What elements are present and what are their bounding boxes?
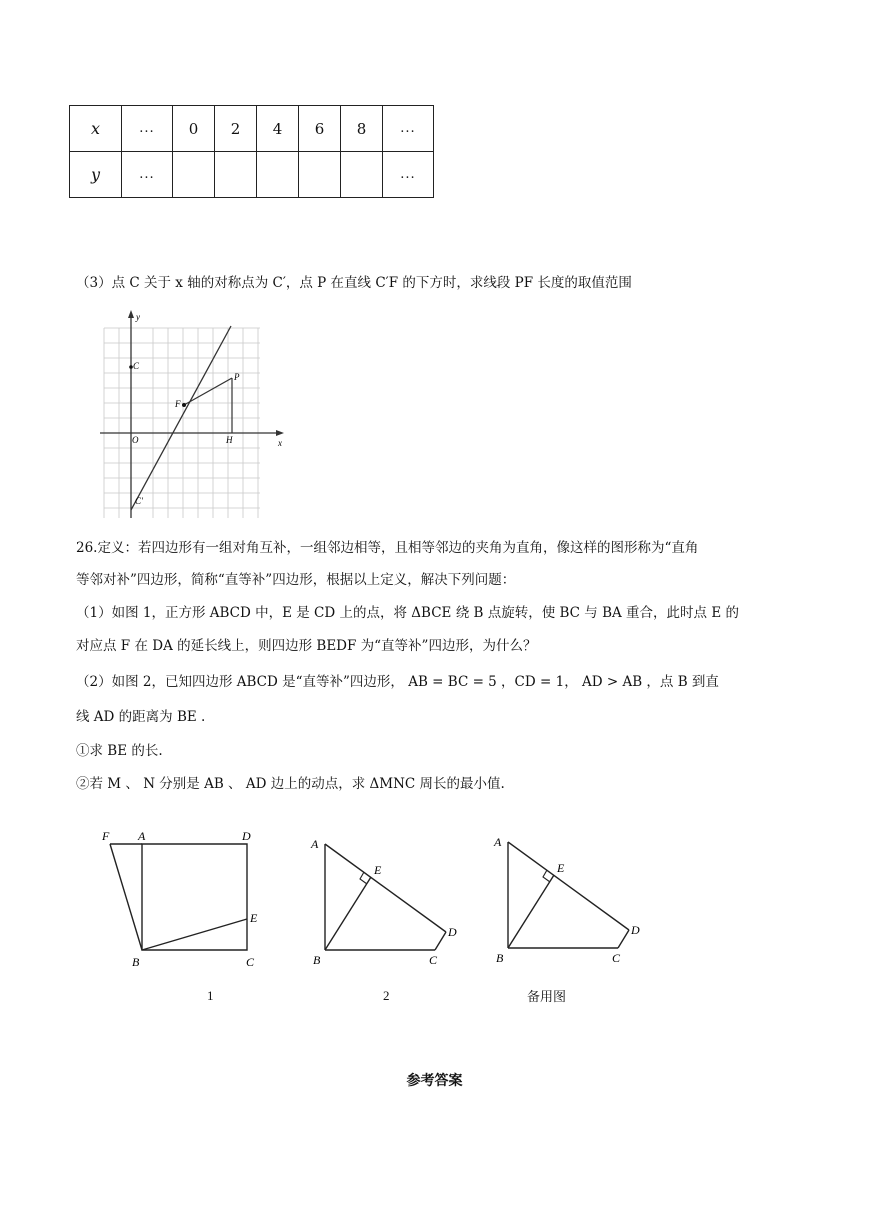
fig2-segment-ad [325, 844, 446, 932]
fig1-segment-fb [110, 844, 142, 950]
label-x-axis: x [278, 438, 282, 448]
fig1-segment-be [142, 919, 247, 950]
label-h: H [226, 435, 233, 445]
label-cprime: C′ [135, 496, 143, 506]
cell-y-4 [299, 152, 341, 198]
q26-line4: 对应点 F 在 DA 的延长线上，则四边形 BEDF 为“直等补”四边形，为什么？ [76, 638, 537, 654]
table-row-x [70, 106, 434, 152]
fig1-label-b: B [132, 955, 140, 969]
fig1-label-c: C [246, 955, 255, 969]
fig3-label-a: A [494, 835, 502, 849]
row-label-y: y [70, 152, 122, 198]
fig1-label-d: D [242, 829, 251, 843]
fig3-segment-ad [508, 842, 629, 930]
fig2-label-e: E [374, 863, 382, 877]
label-f: F [175, 399, 181, 409]
fig3-segment-be [508, 875, 554, 948]
fig2-segment-be [325, 877, 371, 950]
cell-y-0: ... [122, 152, 173, 198]
cell-x-5: 8 [341, 106, 383, 152]
cell-y-3 [257, 152, 299, 198]
fig2-label-a: A [311, 837, 319, 851]
fig3-label-c: C [612, 951, 621, 965]
fig3-caption: 备用图 [527, 989, 567, 1004]
figure-2 [305, 830, 475, 980]
cell-x-6: ... [383, 106, 434, 152]
cell-y-2 [215, 152, 257, 198]
q25-part3-text: （3）点 C 关于 x 轴的对称点为 C′，点 P 在直线 C′F 的下方时，求线段 PF 长度的取值范围 [76, 275, 632, 291]
q26-line1: 26.定义：若四边形有一组对角互补，一组邻边相等，且相等邻边的夹角为直角，像这样的图形称为“直角 [76, 540, 699, 556]
fig3-label-b: B [496, 951, 504, 965]
q26-line3: （1）如图 1，正方形 ABCD 中，E 是 CD 上的点，将 ΔBCE 绕 B 点旋转，使 BC 与 BA 重合，此时点 E 的 [76, 605, 739, 621]
graph-grid [104, 328, 260, 518]
answer-section-title: 参考答案 [406, 1073, 463, 1089]
table-row-y [70, 152, 434, 198]
cell-y-5 [341, 152, 383, 198]
q26-line2: 等邻对补”四边形，简称“直等补”四边形，根据以上定义，解决下列问题： [76, 572, 516, 588]
fig1-label-e: E [250, 911, 258, 925]
fig2-label-c: C [429, 953, 438, 967]
fig1-caption: 1 [207, 988, 214, 1003]
cell-y-6: ... [383, 152, 434, 198]
cell-x-1: 0 [173, 106, 215, 152]
point-f [182, 403, 186, 407]
fig3-label-d: D [631, 923, 640, 937]
cell-x-0: ... [122, 106, 173, 152]
q26-line7: ①求 BE 的长. [76, 743, 163, 759]
cell-y-1 [173, 152, 215, 198]
fig3-label-e: E [557, 861, 565, 875]
fig1-label-a: A [138, 829, 146, 843]
fig2-label-b: B [313, 953, 321, 967]
row-label-x: x [70, 106, 122, 152]
coordinate-graph [100, 306, 312, 522]
q26-line5: （2）如图 2，已知四边形 ABCD 是“直等补”四边形， AB = BC = 5 ，CD = 1， AD > AB ，点 B 到直 [76, 674, 719, 690]
fig2-label-d: D [448, 925, 457, 939]
figure-backup [488, 830, 658, 980]
q26-line8: ②若 M 、 N 分别是 AB 、 AD 边上的动点，求 ΔMNC 周长的最小值. [76, 776, 505, 792]
fig2-segment-cd [435, 932, 446, 950]
cell-x-4: 6 [299, 106, 341, 152]
fig2-caption: 2 [383, 988, 390, 1003]
label-o: O [132, 435, 139, 445]
cell-x-2: 2 [215, 106, 257, 152]
cell-x-3: 4 [257, 106, 299, 152]
fig1-label-f: F [102, 829, 110, 843]
fig3-segment-cd [618, 930, 629, 948]
y-axis-arrow-icon [128, 310, 134, 318]
label-y-axis: y [136, 312, 140, 322]
figure-1 [100, 826, 270, 976]
q26-line6: 线 AD 的距离为 BE . [76, 709, 206, 725]
segment-pf [184, 378, 232, 405]
label-c: C [133, 361, 140, 371]
label-p: P [234, 372, 240, 382]
x-axis-arrow-icon [276, 430, 284, 436]
xy-value-table [69, 105, 434, 198]
